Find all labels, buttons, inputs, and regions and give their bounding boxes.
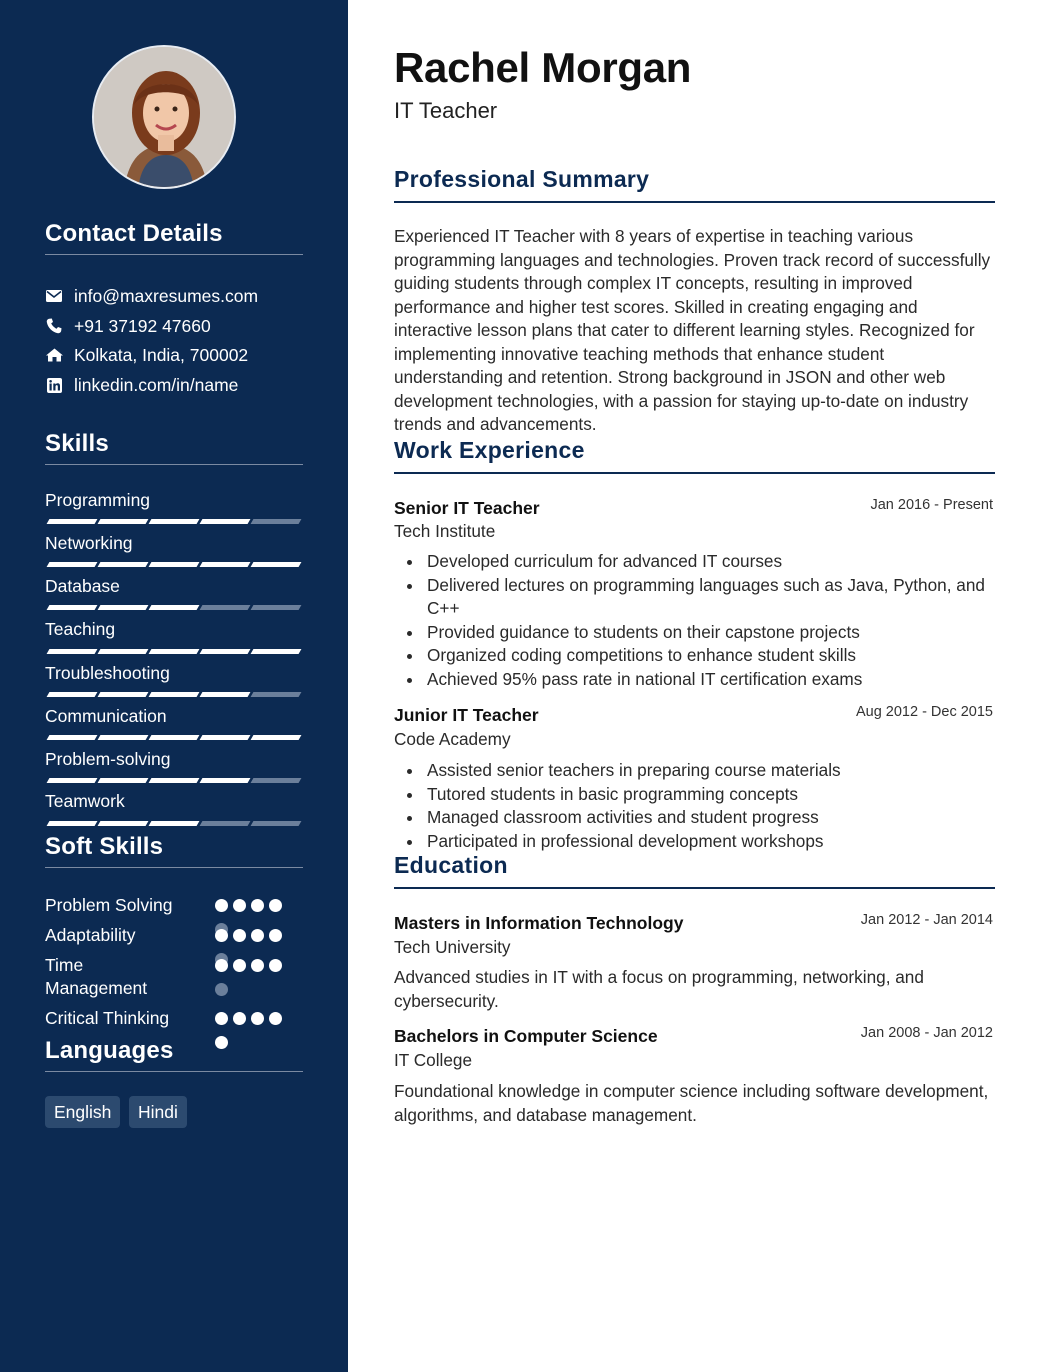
soft-skill-dot (251, 959, 264, 972)
soft-skill-label: Critical Thinking (45, 1008, 170, 1028)
skill-level-segment (149, 778, 200, 783)
skill-level-segment (98, 519, 149, 524)
skill-level-segment (200, 821, 251, 826)
contact-linkedin[interactable] (45, 373, 238, 397)
skill-level-bar (46, 562, 302, 568)
soft-skill-dot (233, 1012, 246, 1025)
soft-skill-dot (251, 899, 264, 912)
skill-level-segment (251, 605, 302, 610)
soft-skill-label: Adaptability (45, 925, 136, 945)
skill-level-segment (98, 605, 149, 610)
skill-level-bar (46, 735, 302, 741)
list-item: Provided guidance to students on their capstone projects (394, 621, 995, 645)
skill-level-segment (149, 605, 200, 610)
job-bullets (394, 759, 995, 853)
skill-level-segment (200, 519, 251, 524)
skill-level-segment (98, 778, 149, 783)
soft-skill-dot (215, 983, 228, 996)
sidebar (0, 0, 348, 1372)
skill-level-bar (46, 605, 302, 611)
skill-level-segment (251, 519, 302, 524)
skill-level-segment (98, 649, 149, 654)
contact-address (45, 343, 248, 367)
contact-phone-text: +91 37192 47660 (74, 315, 211, 336)
soft-skill-dot (233, 929, 246, 942)
summary-heading: Professional Summary (394, 166, 995, 203)
skill-level-segment (149, 735, 200, 740)
job-org: Code Academy (394, 729, 511, 749)
soft-skill-label: Time Management (45, 955, 148, 998)
skill-label: Teaching (45, 619, 116, 639)
contact-linkedin-text: linkedin.com/in/name (74, 374, 239, 395)
skill-level-segment (98, 562, 149, 567)
languages-heading: Languages (45, 1037, 303, 1072)
contact-phone[interactable] (45, 314, 211, 338)
envelope-icon (45, 287, 63, 305)
skill-level-segment (149, 821, 200, 826)
skill-level-segment (251, 692, 302, 697)
skill-level-segment (149, 519, 200, 524)
skill-level-segment (98, 735, 149, 740)
skill-level-segment (251, 649, 302, 654)
job-dates: Aug 2012 - Dec 2015 (855, 704, 993, 720)
avatar (92, 45, 236, 189)
skills-heading: Skills (45, 430, 303, 465)
list-item: Participated in professional development workshops (394, 830, 995, 854)
home-icon (45, 346, 63, 364)
phone-icon (45, 317, 63, 335)
linkedin-icon (45, 376, 63, 394)
candidate-title: IT Teacher (394, 98, 498, 123)
skill-level-segment (149, 649, 200, 654)
degree-dates: Jan 2008 - Jan 2012 (860, 1025, 993, 1041)
skill-level-segment (200, 692, 251, 697)
skill-level-segment (200, 778, 251, 783)
skill-level-segment (251, 562, 302, 567)
contact-heading: Contact Details (45, 220, 303, 255)
summary-text: Experienced IT Teacher with 8 years of expertise in teaching various programming languages and technologies. Proven track record of successfully guiding students through complex IT concepts, resulting in improved performance and higher test scores. Skilled in creating engaging and interactive lesson plans that cater to different learning styles. Recognized for implementing innovative teaching methods that enhance student understanding and retention. Strong background in JSON and other web development technologies, with a passion for staying up-to-date on industry trends and advancements. (394, 226, 991, 434)
degree-title: Bachelors in Computer Science (394, 1026, 658, 1046)
language-chip-english: English (45, 1096, 120, 1128)
skill-label: Problem-solving (45, 749, 171, 769)
skill-level-segment (251, 778, 302, 783)
soft-skill-dot (269, 1012, 282, 1025)
skill-level-segment (98, 692, 149, 697)
soft-skill-dot (215, 959, 228, 972)
soft-skill-dot (269, 929, 282, 942)
experience-heading: Work Experience (394, 437, 995, 474)
soft-skill-dot (269, 959, 282, 972)
soft-skill-dot (269, 899, 282, 912)
job-dates: Jan 2016 - Present (870, 497, 993, 513)
skill-level-segment (200, 649, 251, 654)
skill-level-segment (251, 821, 302, 826)
skill-label: Database (45, 576, 120, 596)
contact-email[interactable] (45, 284, 258, 308)
soft-skill-label: Problem Solving (45, 895, 173, 915)
job-bullets (394, 550, 995, 691)
contact-email-text: info@maxresumes.com (74, 285, 259, 306)
skill-level-segment (47, 519, 98, 524)
school-name: Tech University (394, 937, 511, 957)
contact-address-text: Kolkata, India, 700002 (74, 344, 249, 365)
skill-level-segment (149, 692, 200, 697)
job-org: Tech Institute (394, 521, 496, 541)
list-item: Achieved 95% pass rate in national IT certification exams (394, 668, 995, 692)
skill-level-segment (47, 605, 98, 610)
avatar-photo (94, 47, 236, 189)
skill-level-bar (46, 778, 302, 784)
skill-label: Communication (45, 706, 167, 726)
skill-level-segment (251, 735, 302, 740)
skill-level-segment (149, 562, 200, 567)
job-title: Senior IT Teacher (394, 498, 540, 518)
skill-level-segment (47, 562, 98, 567)
degree-dates: Jan 2012 - Jan 2014 (860, 912, 993, 928)
school-name: IT College (394, 1050, 473, 1070)
skill-level-segment (98, 821, 149, 826)
list-item: Managed classroom activities and student progress (394, 806, 995, 830)
list-item: Developed curriculum for advanced IT courses (394, 550, 995, 574)
skill-level-bar (46, 649, 302, 655)
soft-skill-dot (251, 1012, 264, 1025)
degree-description: Advanced studies in IT with a focus on programming, networking, and cybersecurity. (394, 967, 924, 1011)
list-item: Tutored students in basic programming concepts (394, 783, 995, 807)
skill-level-bar (46, 692, 302, 698)
skill-level-segment (200, 735, 251, 740)
degree-title: Masters in Information Technology (394, 913, 684, 933)
soft-skill-dot (251, 929, 264, 942)
skill-level-segment (200, 605, 251, 610)
list-item: Delivered lectures on programming languages such as Java, Python, and C++ (394, 574, 995, 621)
soft-skill-dot (233, 899, 246, 912)
degree-description: Foundational knowledge in computer science including software development, algorithms, and database management. (394, 1081, 989, 1125)
soft-skills-heading: Soft Skills (45, 833, 303, 868)
skill-label: Troubleshooting (45, 663, 170, 683)
skill-level-bar (46, 821, 302, 827)
skill-label: Programming (45, 490, 151, 510)
soft-skill-dot (215, 929, 228, 942)
list-item: Organized coding competitions to enhance student skills (394, 644, 995, 668)
candidate-name: Rachel Morgan (394, 44, 692, 91)
list-item: Assisted senior teachers in preparing course materials (394, 759, 995, 783)
skill-level-bar (46, 519, 302, 525)
skill-level-segment (47, 778, 98, 783)
skill-level-segment (47, 821, 98, 826)
skill-level-segment (47, 692, 98, 697)
soft-skill-dot (215, 1012, 228, 1025)
skill-level-segment (47, 649, 98, 654)
job-title: Junior IT Teacher (394, 705, 539, 725)
skill-label: Networking (45, 533, 133, 553)
skill-level-segment (47, 735, 98, 740)
education-heading: Education (394, 852, 995, 889)
soft-skill-dot (233, 959, 246, 972)
skill-level-segment (200, 562, 251, 567)
language-chip-hindi: Hindi (129, 1096, 187, 1128)
soft-skill-dot (215, 899, 228, 912)
skill-label: Teamwork (45, 791, 125, 811)
